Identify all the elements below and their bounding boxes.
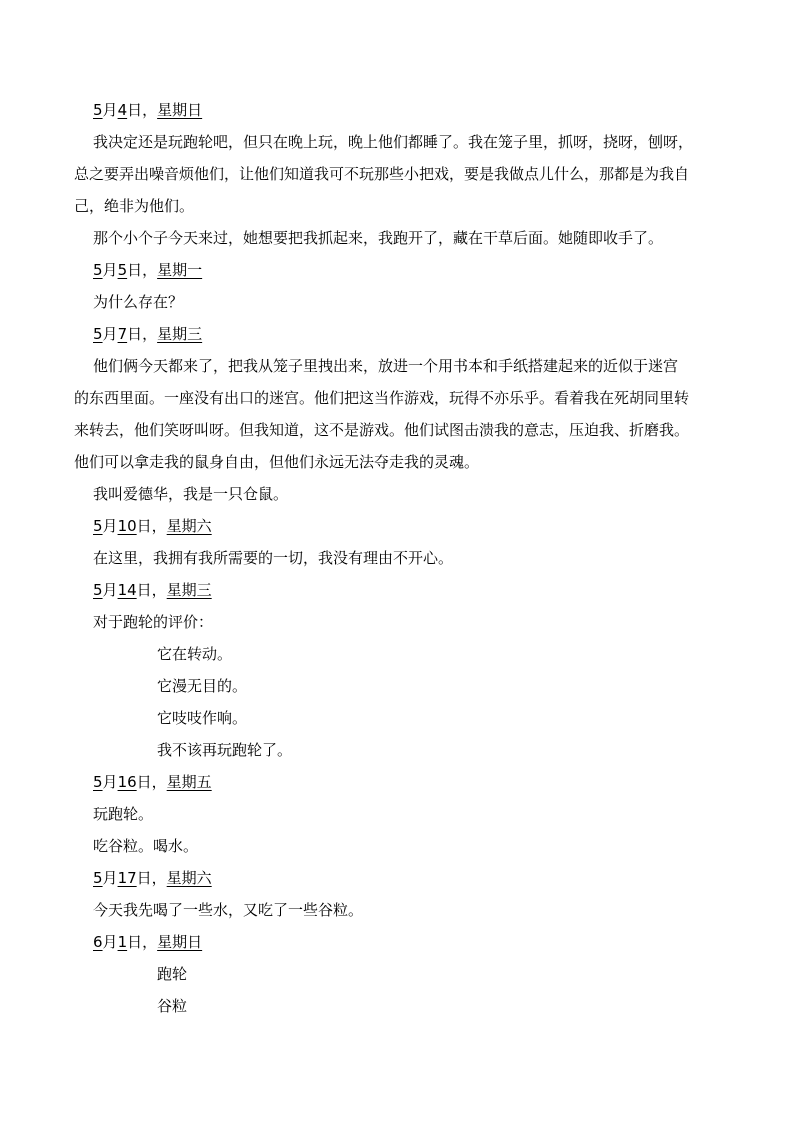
entry-date: 5月10日，星期六	[93, 517, 212, 535]
entry-date: 5月16日，星期五	[93, 773, 212, 791]
poem-line: 跑轮	[157, 965, 188, 983]
paragraph-line: 在这里，我拥有我所需要的一切，我没有理由不开心。	[93, 549, 454, 567]
paragraph-line: 总之要弄出噪音烦他们，让他们知道我可不玩那些小把戏，要是我做点儿什么，那都是为我自	[74, 165, 690, 183]
poem-line: 它吱吱作响。	[157, 709, 248, 727]
entry-date: 6月1日，星期日	[93, 933, 203, 951]
paragraph-line: 为什么存在？	[93, 293, 184, 311]
entry-date: 5月4日，星期日	[93, 101, 203, 119]
paragraph-line: 来转去，他们笑呀叫呀。但我知道，这不是游戏。他们试图击溃我的意志，压迫我、折磨我。	[74, 421, 690, 439]
paragraph-line: 今天我先喝了一些水，又吃了一些谷粒。	[93, 901, 364, 919]
paragraph-line: 那个小个子今天来过，她想要把我抓起来，我跑开了，藏在干草后面。她随即收手了。	[93, 229, 664, 247]
paragraph-line: 他们俩今天都来了，把我从笼子里拽出来，放进一个用书本和手纸搭建起来的近似于迷宫	[93, 357, 679, 375]
paragraph-line: 我决定还是玩跑轮吧，但只在晚上玩，晚上他们都睡了。我在笼子里，抓呀，挠呀，刨呀，	[93, 133, 694, 151]
paragraph-line: 玩跑轮。	[93, 805, 154, 823]
paragraph-line: 吃谷粒。喝水。	[93, 837, 199, 855]
paragraph-line: 他们可以拿走我的鼠身自由，但他们永远无法夺走我的灵魂。	[74, 453, 480, 471]
poem-line: 它在转动。	[157, 645, 233, 663]
poem-line: 我不该再玩跑轮了。	[157, 741, 293, 759]
paragraph-line: 我叫爱德华，我是一只仓鼠。	[93, 485, 289, 503]
entry-date: 5月7日，星期三	[93, 325, 203, 343]
entry-date: 5月17日，星期六	[93, 869, 212, 887]
paragraph-line: 对于跑轮的评价：	[93, 613, 214, 631]
poem-line: 谷粒	[157, 997, 188, 1015]
entry-date: 5月5日，星期一	[93, 261, 203, 279]
paragraph-line: 己，绝非为他们。	[74, 197, 195, 215]
paragraph-line: 的东西里面。一座没有出口的迷宫。他们把这当作游戏，玩得不亦乐乎。看着我在死胡同里转	[74, 389, 690, 407]
poem-line: 它漫无目的。	[157, 677, 248, 695]
entry-date: 5月14日，星期三	[93, 581, 212, 599]
